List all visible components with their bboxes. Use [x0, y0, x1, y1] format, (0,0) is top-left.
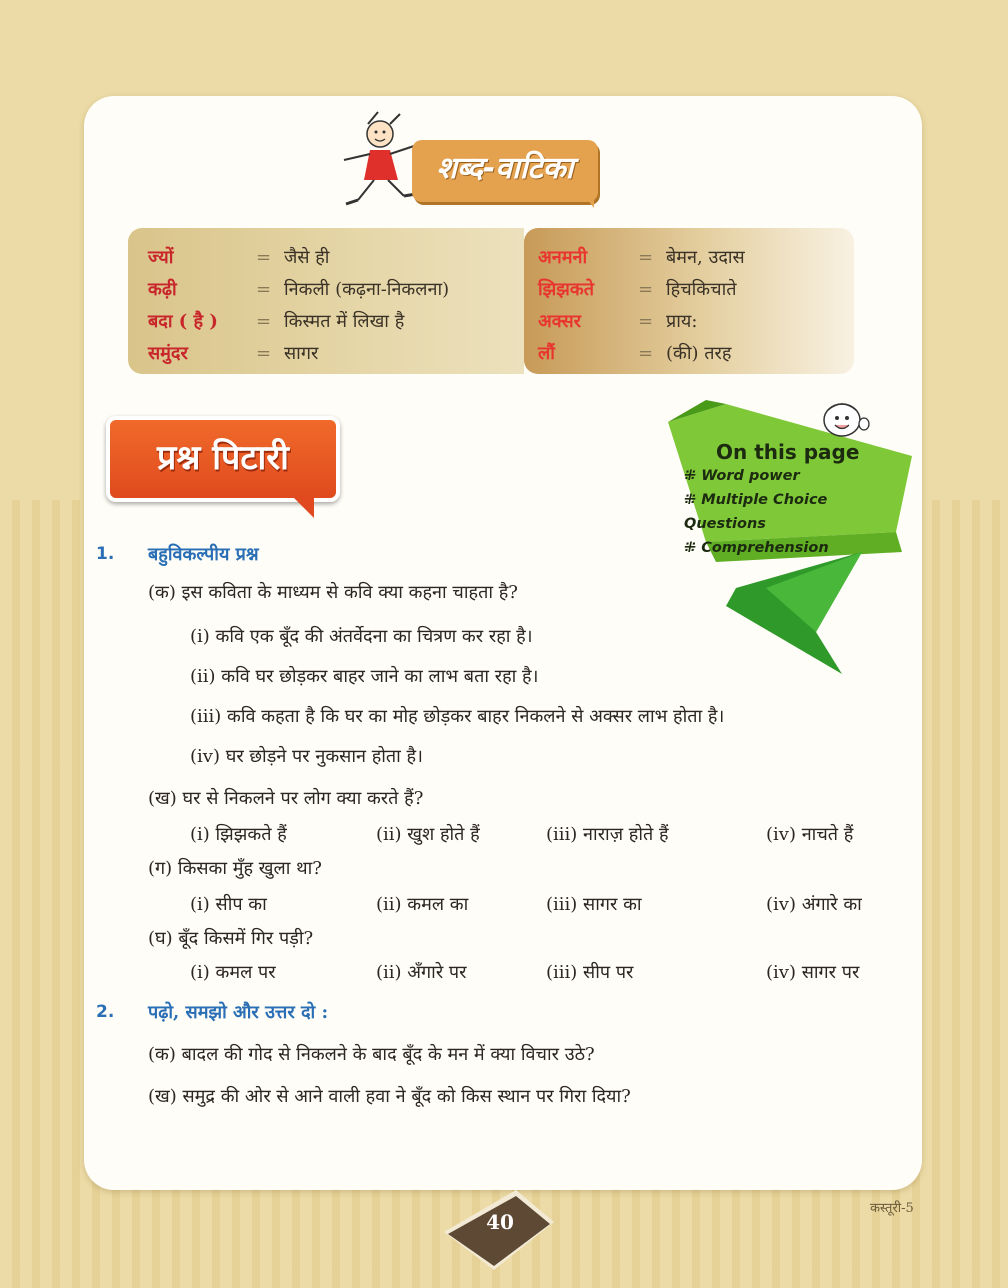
option-text: (iii) नाराज़ होते हैं [546, 824, 669, 845]
option-text: (iii) सागर का [546, 894, 642, 915]
glossary-word: अक्सर [538, 311, 581, 332]
on-this-page-item: ⁜ Word power [684, 468, 800, 484]
glossary-word: समुंदर [148, 343, 188, 364]
comprehension-question: (ख) समुद्र की ओर से आने वाली हवा ने बूँद को किस स्थान पर गिरा दिया? [148, 1086, 631, 1107]
question-ga: (ग) किसका मुँह खुला था? [148, 858, 322, 879]
question-heading: पढ़ो, समझो और उत्तर दो : [148, 1002, 329, 1023]
option-text: (ii) कमल का [376, 894, 469, 915]
glossary-word: ज्यों [148, 247, 174, 268]
question-kha: (ख) घर से निकलने पर लोग क्या करते हैं? [148, 788, 424, 809]
glossary-word: लौं [538, 343, 555, 364]
glossary-equals: = [638, 279, 654, 300]
page-number: 40 [486, 1210, 514, 1234]
option-text: (ii) खुश होते हैं [376, 824, 480, 845]
glossary-equals: = [638, 311, 654, 332]
question-number: 2. [96, 1002, 115, 1022]
glossary-meaning: जैसे ही [284, 247, 330, 268]
on-this-page-title: On this page [716, 440, 860, 464]
glossary-row [538, 244, 838, 272]
shabd-vatika-title: शब्द-वाटिका [436, 151, 574, 186]
glossary-word: अनमनी [538, 247, 588, 268]
glossary-row [538, 276, 838, 304]
question-ka: (क) इस कविता के माध्यम से कवि क्या कहना चाहता है? [148, 582, 518, 603]
option-text: (i) झिझकते हैं [190, 824, 287, 845]
option-text: (iv) सागर पर [766, 962, 860, 983]
question-gha: (घ) बूँद किसमें गिर पड़ी? [148, 928, 314, 949]
book-title: कस्तूरी-5 [870, 1201, 914, 1216]
glossary-row [148, 340, 518, 368]
glossary-row [538, 340, 838, 368]
glossary-meaning: सागर [284, 343, 319, 364]
option-text: (iv) अंगारे का [766, 894, 862, 915]
on-this-page-item: ⁜ Multiple Choice Questions [684, 492, 828, 532]
option-text: (iv) नाचते हैं [766, 824, 854, 845]
glossary-row [148, 276, 518, 304]
glossary-row [538, 308, 838, 336]
glossary-word: झिझकते [538, 279, 594, 300]
glossary-meaning: निकली (कढ़ना-निकलना) [284, 279, 450, 300]
option-text: (iv) घर छोड़ने पर नुकसान होता है। [190, 746, 423, 767]
option-text: (i) कवि एक बूँद की अंतर्वेदना का चित्रण कर रहा है। [190, 626, 533, 647]
comprehension-question: (क) बादल की गोद से निकलने के बाद बूँद के मन में क्या विचार उठे? [148, 1044, 595, 1065]
option-text: (i) कमल पर [190, 962, 276, 983]
glossary-row [148, 308, 518, 336]
glossary-meaning: हिचकिचाते [666, 279, 737, 300]
option-text: (ii) कवि घर छोड़कर बाहर जाने का लाभ बता रहा है। [190, 666, 539, 687]
option-text: (iii) कवि कहता है कि घर का मोह छोड़कर बाहर निकलने से अक्सर लाभ होता है। [190, 706, 725, 727]
on-this-page-item: ⁜ Comprehension [684, 540, 829, 556]
prashna-pitari-title: प्रश्न पिटारी [106, 416, 340, 502]
glossary-word: कढ़ी [148, 279, 177, 300]
on-this-page-panel [684, 440, 914, 560]
glossary-row [148, 244, 518, 272]
glossary-box [128, 228, 854, 374]
glossary-meaning: किस्मत में लिखा है [284, 311, 405, 332]
glossary-equals: = [256, 279, 272, 300]
glossary-equals: = [256, 311, 272, 332]
question-number: 1. [96, 544, 115, 564]
glossary-equals: = [256, 247, 272, 268]
option-text: (i) सीप का [190, 894, 267, 915]
glossary-equals: = [638, 247, 654, 268]
glossary-meaning: (की) तरह [666, 343, 732, 364]
question-heading: बहुविकल्पीय प्रश्न [148, 544, 259, 565]
glossary-equals: = [256, 343, 272, 364]
running-girl-illustration [338, 110, 422, 210]
banner-tail [580, 190, 594, 208]
banner-tail [292, 496, 314, 518]
smiley-face-icon [814, 398, 872, 440]
option-text: (ii) अँगारे पर [376, 962, 467, 983]
page-number-badge [436, 1188, 564, 1272]
glossary-word: बदा ( है ) [148, 311, 218, 332]
shabd-vatika-banner [412, 140, 598, 202]
option-text: (iii) सीप पर [546, 962, 634, 983]
prashna-pitari-banner [96, 406, 352, 514]
glossary-meaning: बेमन, उदास [666, 247, 745, 268]
glossary-equals: = [638, 343, 654, 364]
glossary-meaning: प्राय: [666, 311, 698, 332]
